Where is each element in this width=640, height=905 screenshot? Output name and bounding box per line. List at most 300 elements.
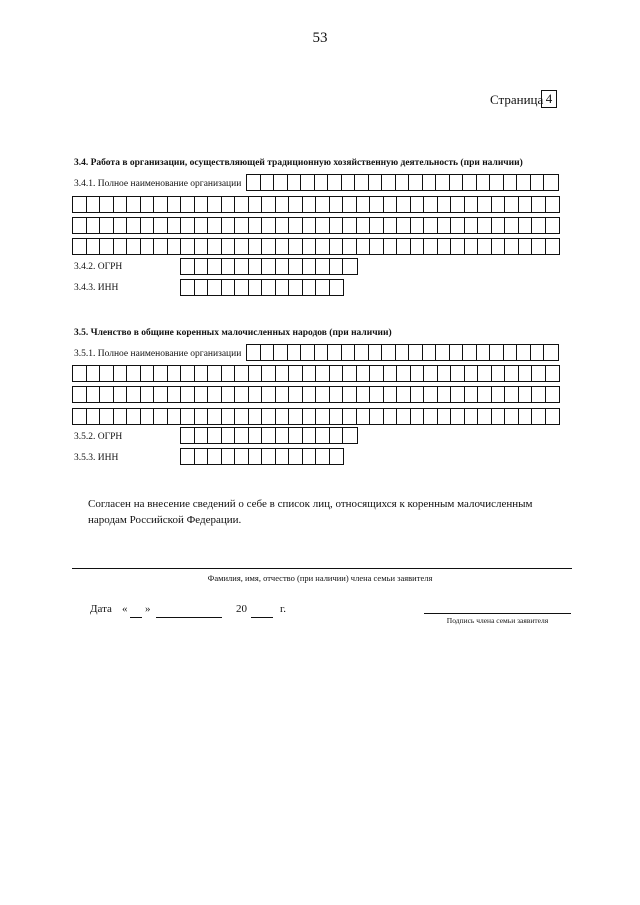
input-cell[interactable] xyxy=(544,345,558,360)
input-cell[interactable] xyxy=(235,366,249,381)
input-cell[interactable] xyxy=(262,239,276,254)
input-cell[interactable] xyxy=(289,197,303,212)
input-cell[interactable] xyxy=(343,428,357,443)
section-3-4-org-row-1[interactable] xyxy=(246,174,559,191)
input-cell[interactable] xyxy=(355,345,369,360)
input-cell[interactable] xyxy=(249,449,263,464)
input-cell[interactable] xyxy=(423,345,437,360)
input-cell[interactable] xyxy=(424,366,438,381)
input-cell[interactable] xyxy=(424,197,438,212)
input-cell[interactable] xyxy=(519,409,533,424)
input-cell[interactable] xyxy=(249,218,263,233)
input-cell[interactable] xyxy=(114,409,128,424)
input-cell[interactable] xyxy=(195,239,209,254)
input-cell[interactable] xyxy=(303,428,317,443)
input-cell[interactable] xyxy=(316,449,330,464)
input-cell[interactable] xyxy=(330,409,344,424)
input-cell[interactable] xyxy=(465,218,479,233)
input-cell[interactable] xyxy=(505,197,519,212)
input-cell[interactable] xyxy=(208,218,222,233)
input-cell[interactable] xyxy=(100,387,114,402)
input-cell[interactable] xyxy=(490,175,504,190)
input-cell[interactable] xyxy=(276,259,290,274)
input-cell[interactable] xyxy=(247,345,261,360)
input-cell[interactable] xyxy=(343,366,357,381)
input-cell[interactable] xyxy=(505,239,519,254)
input-cell[interactable] xyxy=(546,409,560,424)
input-cell[interactable] xyxy=(87,387,101,402)
input-cell[interactable] xyxy=(100,239,114,254)
input-cell[interactable] xyxy=(73,409,87,424)
section-3-5-org-row-2[interactable] xyxy=(72,365,560,382)
input-cell[interactable] xyxy=(409,175,423,190)
input-cell[interactable] xyxy=(384,409,398,424)
input-cell[interactable] xyxy=(235,449,249,464)
input-cell[interactable] xyxy=(249,259,263,274)
input-cell[interactable] xyxy=(492,366,506,381)
input-cell[interactable] xyxy=(249,366,263,381)
input-cell[interactable] xyxy=(370,387,384,402)
input-cell[interactable] xyxy=(181,259,195,274)
input-cell[interactable] xyxy=(154,239,168,254)
input-cell[interactable] xyxy=(316,280,330,295)
input-cell[interactable] xyxy=(438,409,452,424)
input-cell[interactable] xyxy=(303,366,317,381)
input-cell[interactable] xyxy=(262,387,276,402)
input-cell[interactable] xyxy=(316,239,330,254)
input-cell[interactable] xyxy=(546,387,560,402)
fio-line[interactable] xyxy=(72,568,572,569)
input-cell[interactable] xyxy=(274,175,288,190)
input-cell[interactable] xyxy=(544,175,558,190)
input-cell[interactable] xyxy=(114,197,128,212)
input-cell[interactable] xyxy=(424,409,438,424)
section-3-4-org-row-2[interactable] xyxy=(72,196,560,213)
input-cell[interactable] xyxy=(303,239,317,254)
input-cell[interactable] xyxy=(330,259,344,274)
input-cell[interactable] xyxy=(343,387,357,402)
input-cell[interactable] xyxy=(519,366,533,381)
input-cell[interactable] xyxy=(357,409,371,424)
input-cell[interactable] xyxy=(505,409,519,424)
input-cell[interactable] xyxy=(330,449,344,464)
input-cell[interactable] xyxy=(370,366,384,381)
input-cell[interactable] xyxy=(357,387,371,402)
input-cell[interactable] xyxy=(478,218,492,233)
input-cell[interactable] xyxy=(141,239,155,254)
input-cell[interactable] xyxy=(477,345,491,360)
input-cell[interactable] xyxy=(154,197,168,212)
input-cell[interactable] xyxy=(532,239,546,254)
input-cell[interactable] xyxy=(262,197,276,212)
input-cell[interactable] xyxy=(181,449,195,464)
input-cell[interactable] xyxy=(384,366,398,381)
input-cell[interactable] xyxy=(262,280,276,295)
input-cell[interactable] xyxy=(450,345,464,360)
input-cell[interactable] xyxy=(546,218,560,233)
input-cell[interactable] xyxy=(505,218,519,233)
input-cell[interactable] xyxy=(276,366,290,381)
input-cell[interactable] xyxy=(235,280,249,295)
input-cell[interactable] xyxy=(235,239,249,254)
input-cell[interactable] xyxy=(519,239,533,254)
input-cell[interactable] xyxy=(100,218,114,233)
input-cell[interactable] xyxy=(208,197,222,212)
input-cell[interactable] xyxy=(328,175,342,190)
input-cell[interactable] xyxy=(438,197,452,212)
input-cell[interactable] xyxy=(315,345,329,360)
section-3-4-ogrn-field[interactable] xyxy=(180,258,358,275)
input-cell[interactable] xyxy=(261,345,275,360)
section-3-5-org-row-1[interactable] xyxy=(246,344,559,361)
input-cell[interactable] xyxy=(505,387,519,402)
input-cell[interactable] xyxy=(195,428,209,443)
input-cell[interactable] xyxy=(168,239,182,254)
input-cell[interactable] xyxy=(235,259,249,274)
input-cell[interactable] xyxy=(478,239,492,254)
section-3-5-org-row-4[interactable] xyxy=(72,408,560,425)
input-cell[interactable] xyxy=(114,387,128,402)
input-cell[interactable] xyxy=(289,387,303,402)
input-cell[interactable] xyxy=(87,366,101,381)
input-cell[interactable] xyxy=(519,197,533,212)
input-cell[interactable] xyxy=(168,366,182,381)
input-cell[interactable] xyxy=(384,387,398,402)
input-cell[interactable] xyxy=(195,409,209,424)
input-cell[interactable] xyxy=(262,409,276,424)
input-cell[interactable] xyxy=(208,280,222,295)
input-cell[interactable] xyxy=(396,175,410,190)
input-cell[interactable] xyxy=(181,218,195,233)
input-cell[interactable] xyxy=(235,387,249,402)
input-cell[interactable] xyxy=(411,239,425,254)
input-cell[interactable] xyxy=(235,218,249,233)
input-cell[interactable] xyxy=(276,197,290,212)
input-cell[interactable] xyxy=(330,387,344,402)
input-cell[interactable] xyxy=(370,409,384,424)
input-cell[interactable] xyxy=(532,197,546,212)
input-cell[interactable] xyxy=(303,280,317,295)
input-cell[interactable] xyxy=(342,345,356,360)
input-cell[interactable] xyxy=(490,345,504,360)
input-cell[interactable] xyxy=(465,387,479,402)
input-cell[interactable] xyxy=(274,345,288,360)
input-cell[interactable] xyxy=(343,218,357,233)
input-cell[interactable] xyxy=(127,409,141,424)
input-cell[interactable] xyxy=(451,387,465,402)
input-cell[interactable] xyxy=(492,239,506,254)
input-cell[interactable] xyxy=(397,409,411,424)
input-cell[interactable] xyxy=(222,239,236,254)
input-cell[interactable] xyxy=(478,366,492,381)
input-cell[interactable] xyxy=(438,387,452,402)
input-cell[interactable] xyxy=(397,197,411,212)
input-cell[interactable] xyxy=(397,366,411,381)
input-cell[interactable] xyxy=(532,218,546,233)
input-cell[interactable] xyxy=(301,345,315,360)
input-cell[interactable] xyxy=(276,280,290,295)
input-cell[interactable] xyxy=(289,409,303,424)
input-cell[interactable] xyxy=(492,387,506,402)
input-cell[interactable] xyxy=(519,387,533,402)
input-cell[interactable] xyxy=(288,175,302,190)
input-cell[interactable] xyxy=(303,259,317,274)
input-cell[interactable] xyxy=(411,409,425,424)
input-cell[interactable] xyxy=(384,239,398,254)
input-cell[interactable] xyxy=(477,175,491,190)
input-cell[interactable] xyxy=(355,175,369,190)
input-cell[interactable] xyxy=(478,197,492,212)
input-cell[interactable] xyxy=(517,175,531,190)
section-3-4-org-row-3[interactable] xyxy=(72,217,560,234)
input-cell[interactable] xyxy=(465,239,479,254)
input-cell[interactable] xyxy=(330,280,344,295)
input-cell[interactable] xyxy=(370,197,384,212)
input-cell[interactable] xyxy=(463,175,477,190)
input-cell[interactable] xyxy=(276,449,290,464)
input-cell[interactable] xyxy=(222,280,236,295)
input-cell[interactable] xyxy=(424,218,438,233)
input-cell[interactable] xyxy=(330,428,344,443)
input-cell[interactable] xyxy=(222,409,236,424)
input-cell[interactable] xyxy=(315,175,329,190)
input-cell[interactable] xyxy=(289,428,303,443)
input-cell[interactable] xyxy=(73,218,87,233)
input-cell[interactable] xyxy=(384,218,398,233)
input-cell[interactable] xyxy=(463,345,477,360)
input-cell[interactable] xyxy=(222,197,236,212)
input-cell[interactable] xyxy=(127,239,141,254)
input-cell[interactable] xyxy=(247,175,261,190)
input-cell[interactable] xyxy=(222,366,236,381)
input-cell[interactable] xyxy=(316,259,330,274)
input-cell[interactable] xyxy=(424,387,438,402)
input-cell[interactable] xyxy=(208,409,222,424)
input-cell[interactable] xyxy=(411,387,425,402)
input-cell[interactable] xyxy=(208,449,222,464)
input-cell[interactable] xyxy=(492,197,506,212)
input-cell[interactable] xyxy=(154,387,168,402)
input-cell[interactable] xyxy=(357,197,371,212)
input-cell[interactable] xyxy=(289,239,303,254)
input-cell[interactable] xyxy=(451,366,465,381)
input-cell[interactable] xyxy=(208,259,222,274)
input-cell[interactable] xyxy=(396,345,410,360)
input-cell[interactable] xyxy=(100,366,114,381)
input-cell[interactable] xyxy=(316,428,330,443)
input-cell[interactable] xyxy=(330,218,344,233)
input-cell[interactable] xyxy=(450,175,464,190)
input-cell[interactable] xyxy=(289,366,303,381)
input-cell[interactable] xyxy=(303,409,317,424)
input-cell[interactable] xyxy=(222,218,236,233)
input-cell[interactable] xyxy=(343,409,357,424)
input-cell[interactable] xyxy=(436,345,450,360)
input-cell[interactable] xyxy=(423,175,437,190)
input-cell[interactable] xyxy=(181,197,195,212)
input-cell[interactable] xyxy=(451,197,465,212)
input-cell[interactable] xyxy=(114,218,128,233)
section-3-4-org-row-4[interactable] xyxy=(72,238,560,255)
input-cell[interactable] xyxy=(411,366,425,381)
input-cell[interactable] xyxy=(249,428,263,443)
input-cell[interactable] xyxy=(370,239,384,254)
input-cell[interactable] xyxy=(235,197,249,212)
section-3-5-ogrn-field[interactable] xyxy=(180,427,358,444)
input-cell[interactable] xyxy=(87,409,101,424)
input-cell[interactable] xyxy=(289,259,303,274)
input-cell[interactable] xyxy=(141,218,155,233)
input-cell[interactable] xyxy=(141,197,155,212)
input-cell[interactable] xyxy=(235,409,249,424)
input-cell[interactable] xyxy=(141,409,155,424)
input-cell[interactable] xyxy=(316,387,330,402)
input-cell[interactable] xyxy=(451,218,465,233)
input-cell[interactable] xyxy=(222,428,236,443)
input-cell[interactable] xyxy=(276,387,290,402)
input-cell[interactable] xyxy=(181,366,195,381)
date-year-field[interactable] xyxy=(251,617,273,618)
input-cell[interactable] xyxy=(87,197,101,212)
input-cell[interactable] xyxy=(249,197,263,212)
input-cell[interactable] xyxy=(208,428,222,443)
input-cell[interactable] xyxy=(261,175,275,190)
page-box[interactable]: 4 xyxy=(541,90,557,108)
input-cell[interactable] xyxy=(343,239,357,254)
input-cell[interactable] xyxy=(492,409,506,424)
input-cell[interactable] xyxy=(303,449,317,464)
input-cell[interactable] xyxy=(168,197,182,212)
input-cell[interactable] xyxy=(504,175,518,190)
input-cell[interactable] xyxy=(465,409,479,424)
input-cell[interactable] xyxy=(532,366,546,381)
input-cell[interactable] xyxy=(141,366,155,381)
input-cell[interactable] xyxy=(195,259,209,274)
input-cell[interactable] xyxy=(382,345,396,360)
input-cell[interactable] xyxy=(127,387,141,402)
input-cell[interactable] xyxy=(384,197,398,212)
input-cell[interactable] xyxy=(531,345,545,360)
input-cell[interactable] xyxy=(438,218,452,233)
input-cell[interactable] xyxy=(73,366,87,381)
input-cell[interactable] xyxy=(208,387,222,402)
input-cell[interactable] xyxy=(342,175,356,190)
input-cell[interactable] xyxy=(276,218,290,233)
input-cell[interactable] xyxy=(330,366,344,381)
input-cell[interactable] xyxy=(222,259,236,274)
input-cell[interactable] xyxy=(492,218,506,233)
input-cell[interactable] xyxy=(357,239,371,254)
input-cell[interactable] xyxy=(195,366,209,381)
input-cell[interactable] xyxy=(141,387,155,402)
input-cell[interactable] xyxy=(369,345,383,360)
input-cell[interactable] xyxy=(249,387,263,402)
input-cell[interactable] xyxy=(262,449,276,464)
input-cell[interactable] xyxy=(73,387,87,402)
section-3-5-inn-field[interactable] xyxy=(180,448,344,465)
input-cell[interactable] xyxy=(127,197,141,212)
input-cell[interactable] xyxy=(208,366,222,381)
input-cell[interactable] xyxy=(168,387,182,402)
input-cell[interactable] xyxy=(303,387,317,402)
input-cell[interactable] xyxy=(478,387,492,402)
input-cell[interactable] xyxy=(438,239,452,254)
input-cell[interactable] xyxy=(504,345,518,360)
input-cell[interactable] xyxy=(382,175,396,190)
input-cell[interactable] xyxy=(87,218,101,233)
input-cell[interactable] xyxy=(249,409,263,424)
input-cell[interactable] xyxy=(100,409,114,424)
input-cell[interactable] xyxy=(288,345,302,360)
input-cell[interactable] xyxy=(195,218,209,233)
input-cell[interactable] xyxy=(181,280,195,295)
input-cell[interactable] xyxy=(208,239,222,254)
input-cell[interactable] xyxy=(451,409,465,424)
input-cell[interactable] xyxy=(195,449,209,464)
input-cell[interactable] xyxy=(262,366,276,381)
input-cell[interactable] xyxy=(181,428,195,443)
input-cell[interactable] xyxy=(411,197,425,212)
input-cell[interactable] xyxy=(222,387,236,402)
input-cell[interactable] xyxy=(181,409,195,424)
input-cell[interactable] xyxy=(357,366,371,381)
date-month-field[interactable] xyxy=(156,617,222,618)
input-cell[interactable] xyxy=(303,197,317,212)
input-cell[interactable] xyxy=(114,366,128,381)
input-cell[interactable] xyxy=(195,387,209,402)
input-cell[interactable] xyxy=(195,197,209,212)
input-cell[interactable] xyxy=(249,239,263,254)
input-cell[interactable] xyxy=(73,239,87,254)
input-cell[interactable] xyxy=(397,239,411,254)
input-cell[interactable] xyxy=(168,409,182,424)
input-cell[interactable] xyxy=(303,218,317,233)
input-cell[interactable] xyxy=(154,409,168,424)
input-cell[interactable] xyxy=(411,218,425,233)
input-cell[interactable] xyxy=(289,449,303,464)
input-cell[interactable] xyxy=(478,409,492,424)
input-cell[interactable] xyxy=(357,218,371,233)
input-cell[interactable] xyxy=(276,428,290,443)
input-cell[interactable] xyxy=(127,218,141,233)
input-cell[interactable] xyxy=(289,280,303,295)
signature-line[interactable] xyxy=(424,613,571,614)
input-cell[interactable] xyxy=(316,366,330,381)
input-cell[interactable] xyxy=(369,175,383,190)
input-cell[interactable] xyxy=(100,197,114,212)
input-cell[interactable] xyxy=(301,175,315,190)
input-cell[interactable] xyxy=(168,218,182,233)
input-cell[interactable] xyxy=(505,366,519,381)
section-3-4-inn-field[interactable] xyxy=(180,279,344,296)
input-cell[interactable] xyxy=(546,197,560,212)
input-cell[interactable] xyxy=(127,366,141,381)
input-cell[interactable] xyxy=(262,218,276,233)
input-cell[interactable] xyxy=(262,259,276,274)
input-cell[interactable] xyxy=(436,175,450,190)
input-cell[interactable] xyxy=(330,239,344,254)
input-cell[interactable] xyxy=(154,366,168,381)
input-cell[interactable] xyxy=(87,239,101,254)
input-cell[interactable] xyxy=(154,218,168,233)
input-cell[interactable] xyxy=(330,197,344,212)
input-cell[interactable] xyxy=(276,239,290,254)
input-cell[interactable] xyxy=(114,239,128,254)
input-cell[interactable] xyxy=(195,280,209,295)
input-cell[interactable] xyxy=(465,197,479,212)
input-cell[interactable] xyxy=(451,239,465,254)
input-cell[interactable] xyxy=(517,345,531,360)
